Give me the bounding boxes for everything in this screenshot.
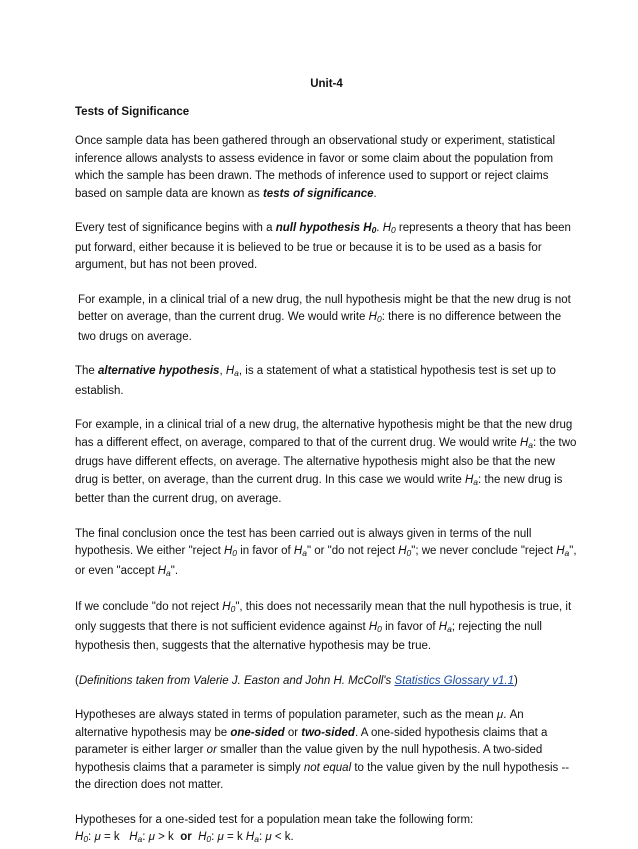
page-title: Unit-4 [310,78,343,90]
term-null-hypothesis: null hypothesis $H_0$ [275,222,377,235]
paragraph-intro: Once sample data has been gathered through an observational study or experiment, statistical inference allows analysts to assess evidence in favor or some claim about the population from which the sample has been drawn. The methods of inference used to support or reject claims based on sample data are known as tests of significance. [75,135,556,200]
paragraph-null-hypothesis: Every test of significance begins with a null hypothesis $H_0$. $H_0$ represents a theory that has been put forward, either because it is believed to be true or because it is to be used as a basis for argument, but has not been proved. [75,222,571,271]
statistics-glossary-link[interactable]: Statistics Glossary v1.1 [394,674,514,687]
term-one-sided: one-sided [230,726,285,739]
term-tests-of-significance: tests of significance [262,187,374,200]
term-alternative-hypothesis: alternative hypothesis [98,365,220,377]
paragraph-alternative-example: For example, in a clinical trial of a new drug, the alternative hypothesis might be that the new drug has a different effect, on average, compared to that of the current drug. We would write $H_a$: the two drugs have different effects, on average. The alternative hypothesis might also be that the new drug is better, on average, than the current drug. In this case we would write $H_a$: the new drug is better than the current drug, on average. [75,419,577,505]
paragraph-citation: (Definitions taken from Valerie J. Easton and John H. McColl's Statistics Glossary v1.1) [75,674,518,687]
paragraph-do-not-reject: If we conclude "do not reject $H_0$", this does not necessarily mean that the null hypothesis is true, it only suggests that there is not sufficient evidence against $H_0$ in favor of $H_a$; rejecting the null hypothesis then, suggests that the alternative hypothesis may be true. [75,601,572,652]
section-heading: Tests of Significance [75,106,190,118]
paragraph-alternative-hypothesis: The alternative hypothesis, $H_a$, is a statement of what a statistical hypothesis test is set up to establish. [75,365,556,397]
term-two-sided: two-sided [301,726,355,739]
paragraph-final-conclusion: The final conclusion once the test has been carried out is always given in terms of the null hypothesis. We either "reject $H_0$ in favor of $H_a$" or "do not reject $H_0$"; we never conclude "reject $H_a$", or even "accept $H_a$". [75,527,577,578]
paragraph-one-sided-form: Hypotheses for a one-sided test for a population mean take the following form: $H_0$: μ = k $H_a$: μ > k or $H_0$: μ = k $H_a$: μ < k. [75,813,474,844]
paragraph-one-two-sided: Hypotheses are always stated in terms of population parameter, such as the mean μ. An alternative hypothesis may be one-sided or two-sided. A one-sided hypothesis claims that a parameter is either larger or smaller than the value given by the null hypothesis. A two-sided hypothesis claims that a parameter is simply not equal to the value given by the null hypothesis -- the direction does not matter. [75,709,570,791]
paragraph-null-example: For example, in a clinical trial of a new drug, the null hypothesis might be that the new drug is not better on average, than the current drug. We would write $H_0$: there is no difference between the two drugs on average. [78,293,571,343]
